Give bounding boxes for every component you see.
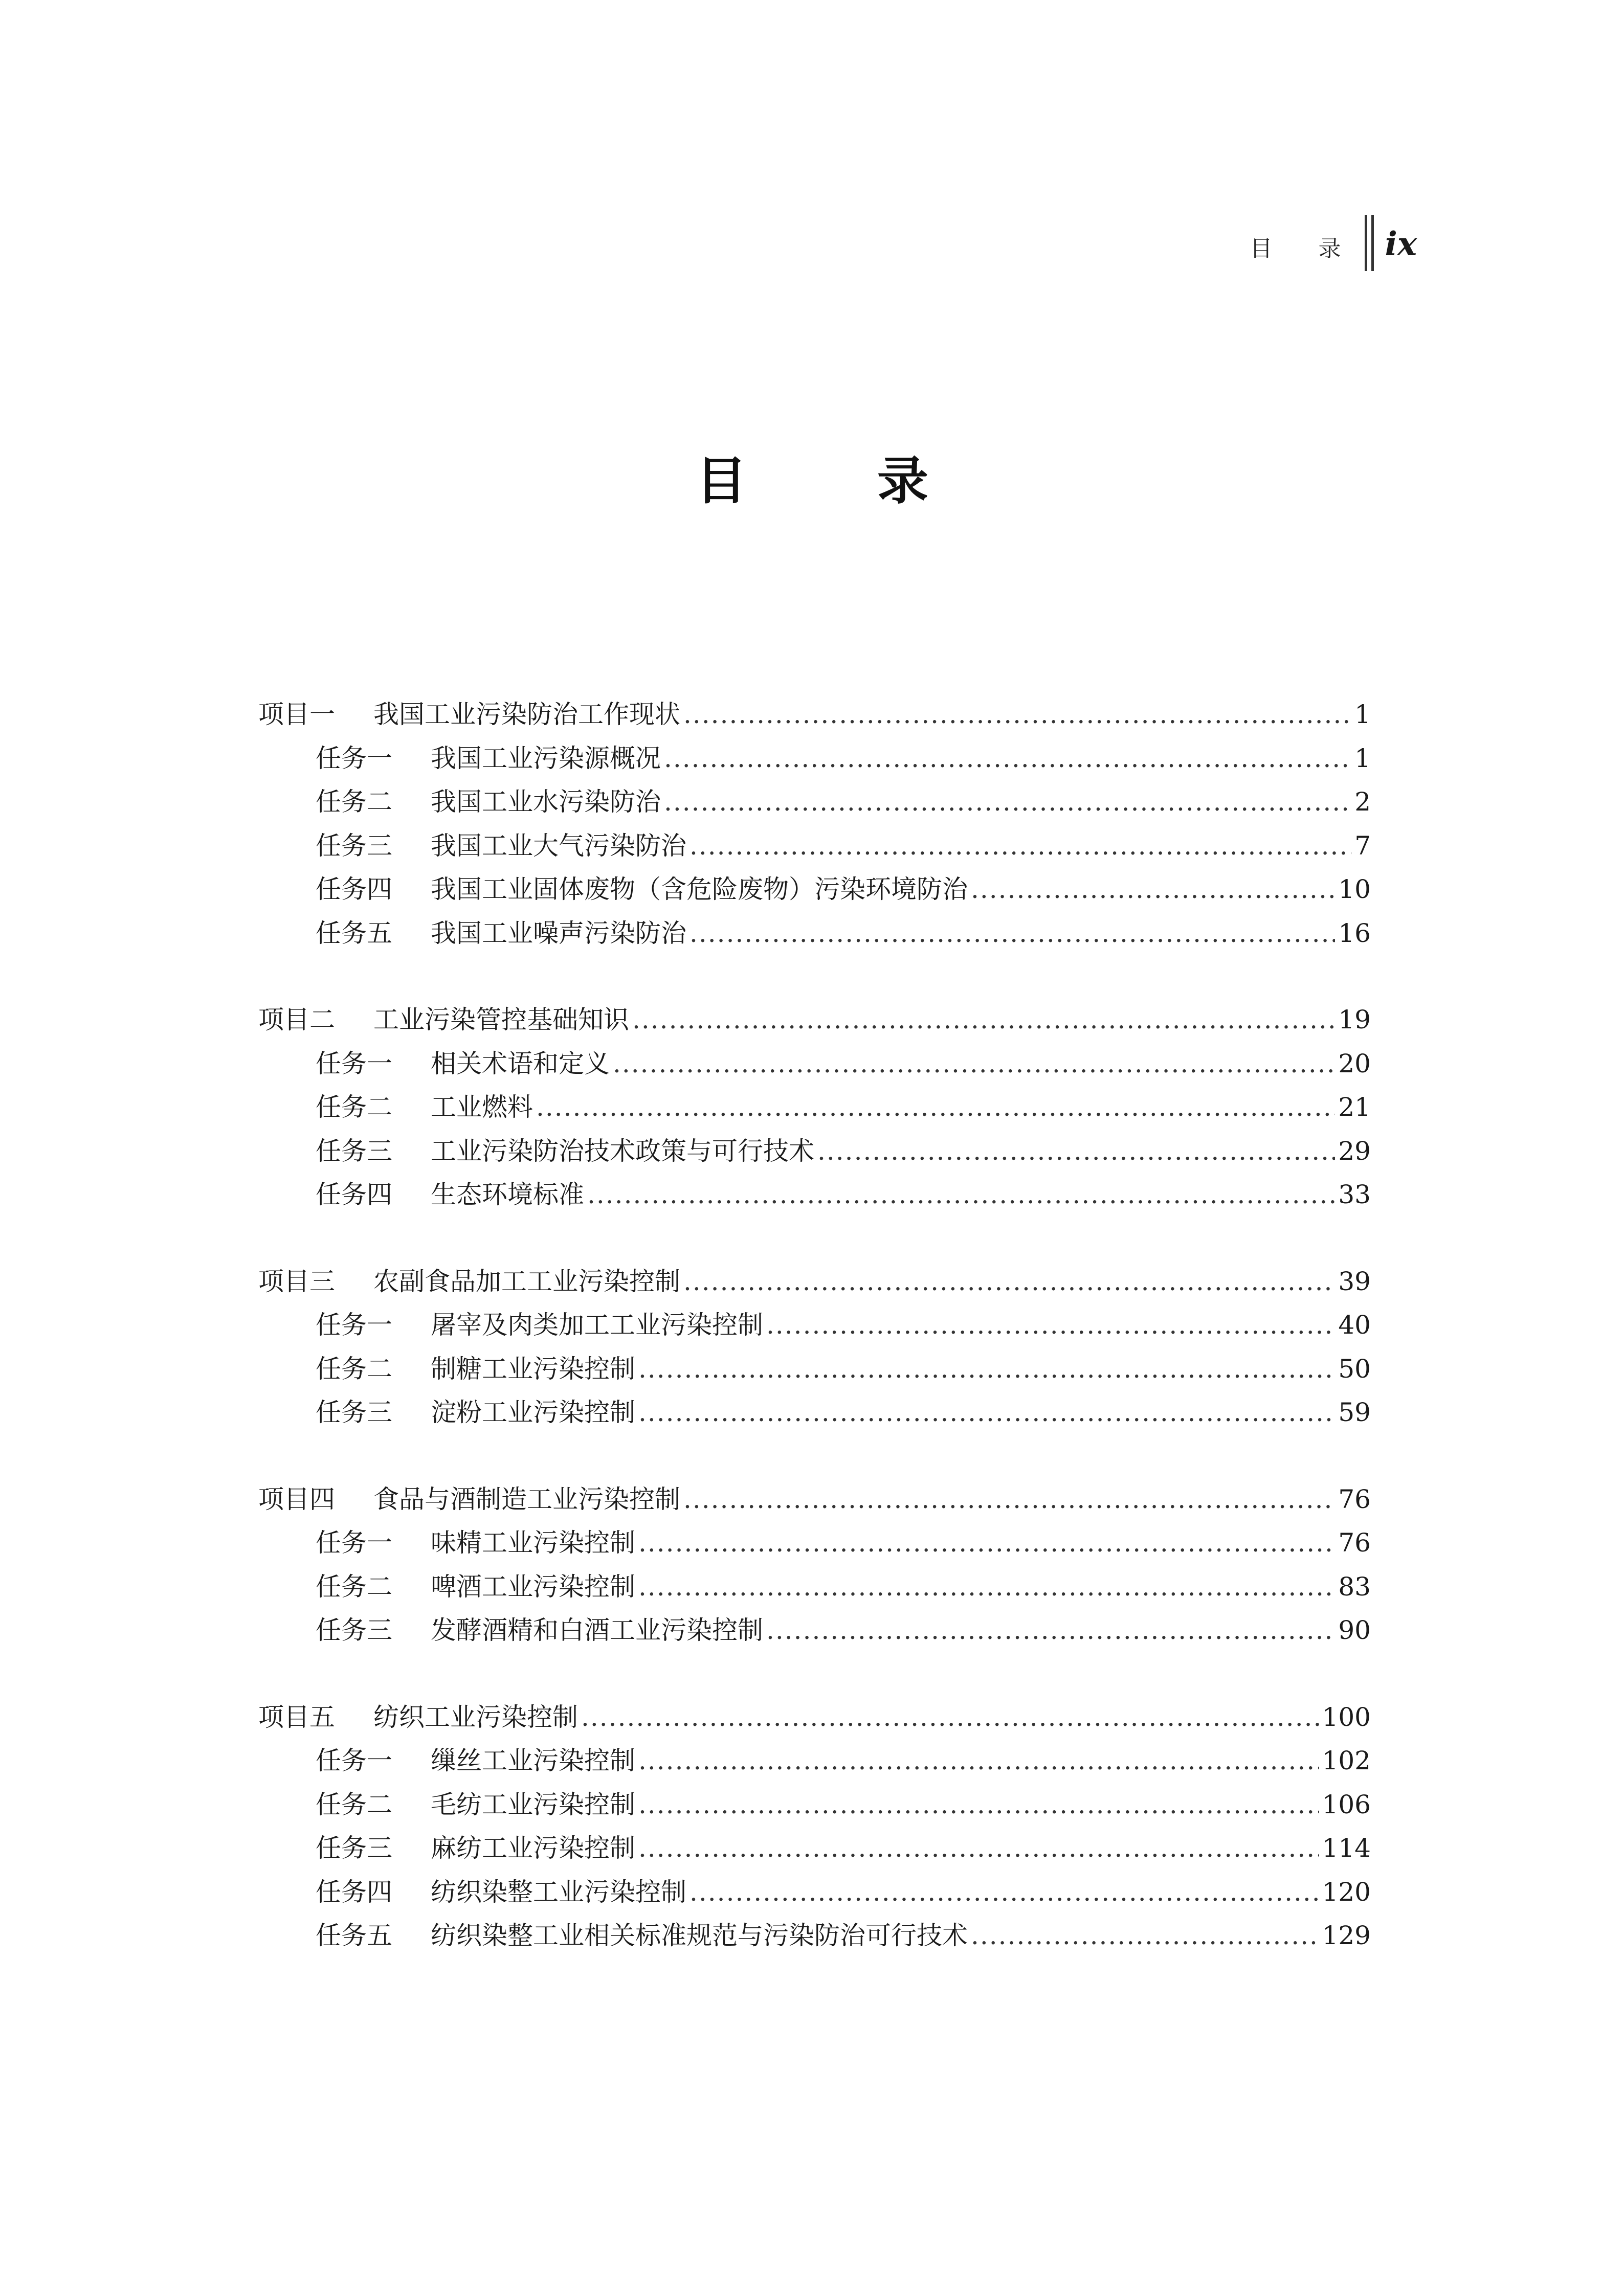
chapter-number: 项目二 [258, 1005, 335, 1034]
dot-leader [638, 1783, 1319, 1827]
toc-task-entry[interactable] [258, 1173, 1371, 1217]
dot-leader [587, 1173, 1335, 1217]
dot-leader [638, 1565, 1335, 1609]
toc-task-entry[interactable] [258, 1303, 1371, 1347]
toc-chapter-entry[interactable] [258, 1696, 1371, 1740]
toc-chapter-group [258, 998, 1371, 1217]
task-title: 屠宰及肉类加工工业污染控制 [431, 1310, 763, 1340]
chapter-page-number: 76 [1338, 1484, 1371, 1514]
task-title: 制糖工业污染控制 [431, 1354, 635, 1384]
task-page-number: 90 [1338, 1615, 1371, 1645]
task-title: 工业燃料 [431, 1092, 533, 1122]
task-page-number: 114 [1322, 1833, 1371, 1863]
dot-leader [632, 998, 1335, 1042]
task-number: 任务一 [316, 1048, 392, 1078]
chapter-title: 我国工业污染防治工作现状 [373, 700, 680, 729]
task-title: 我国工业噪声污染防治 [431, 918, 686, 948]
task-page-number: 10 [1338, 874, 1371, 904]
task-title: 毛纺工业污染控制 [431, 1789, 635, 1819]
task-title: 味精工业污染控制 [431, 1528, 635, 1558]
dot-leader [638, 1521, 1335, 1565]
page-title: 目 录 [696, 451, 985, 511]
chapter-page-number: 100 [1322, 1702, 1371, 1732]
task-number: 任务五 [316, 918, 392, 948]
toc-chapter-entry[interactable] [258, 1260, 1371, 1304]
task-page-number: 120 [1322, 1877, 1371, 1907]
toc-chapter-group [258, 693, 1371, 955]
task-title: 啤酒工业污染控制 [431, 1571, 635, 1602]
toc-task-entry[interactable] [258, 1609, 1371, 1653]
task-number: 任务五 [316, 1921, 392, 1950]
task-page-number: 40 [1338, 1310, 1371, 1340]
toc-chapter-entry[interactable] [258, 1478, 1371, 1522]
toc-task-entry[interactable] [258, 1914, 1371, 1958]
toc-task-entry[interactable] [258, 780, 1371, 824]
task-title: 淀粉工业污染控制 [431, 1398, 635, 1427]
toc-task-entry[interactable] [258, 1871, 1371, 1915]
toc-chapter-group [258, 1260, 1371, 1435]
chapter-number: 项目五 [258, 1702, 335, 1732]
task-number: 任务一 [316, 1528, 392, 1558]
dot-leader [683, 1478, 1335, 1522]
toc-task-entry[interactable] [258, 1086, 1371, 1130]
toc-task-entry[interactable] [258, 1827, 1371, 1871]
task-page-number: 50 [1338, 1354, 1371, 1384]
chapter-page-number: 39 [1338, 1266, 1371, 1296]
task-number: 任务一 [316, 1746, 392, 1775]
header-double-rule [1365, 215, 1374, 271]
task-page-number: 59 [1338, 1398, 1371, 1427]
dot-leader [536, 1086, 1335, 1130]
chapter-title: 工业污染管控基础知识 [373, 1005, 629, 1034]
chapter-title: 食品与酒制造工业污染控制 [373, 1484, 680, 1514]
toc-task-entry[interactable] [258, 1739, 1371, 1783]
toc-chapter-group [258, 1478, 1371, 1653]
task-title: 我国工业污染源概况 [431, 743, 661, 773]
toc-task-entry[interactable] [258, 737, 1371, 781]
dot-leader [689, 824, 1351, 868]
task-title: 发酵酒精和白酒工业污染控制 [431, 1615, 763, 1645]
dot-leader [638, 1739, 1319, 1783]
dot-leader [683, 693, 1351, 737]
dot-leader [581, 1696, 1319, 1740]
task-page-number: 1 [1354, 743, 1371, 773]
chapter-number: 项目三 [258, 1266, 335, 1296]
task-title: 麻纺工业污染控制 [431, 1833, 635, 1863]
toc-chapter-entry[interactable] [258, 998, 1371, 1042]
toc-task-entry[interactable] [258, 1783, 1371, 1827]
dot-leader [689, 1871, 1319, 1915]
dot-leader [664, 737, 1351, 781]
dot-leader [664, 780, 1351, 824]
task-page-number: 102 [1322, 1746, 1371, 1775]
toc-task-entry[interactable] [258, 1130, 1371, 1174]
task-page-number: 29 [1338, 1136, 1371, 1166]
task-page-number: 106 [1322, 1789, 1371, 1819]
task-number: 任务四 [316, 1180, 392, 1209]
task-number: 任务一 [316, 1310, 392, 1340]
toc-task-entry[interactable] [258, 868, 1371, 912]
task-number: 任务一 [316, 743, 392, 773]
header-page-number: ix [1385, 224, 1417, 263]
toc-task-entry[interactable] [258, 1391, 1371, 1435]
task-title: 纺织染整工业污染控制 [431, 1877, 686, 1907]
dot-leader [638, 1391, 1335, 1435]
dot-leader [817, 1130, 1335, 1174]
task-number: 任务三 [316, 1136, 392, 1166]
header-label: 目 录 [1250, 236, 1361, 262]
task-title: 相关术语和定义 [431, 1048, 610, 1078]
toc-task-entry[interactable] [258, 1521, 1371, 1565]
chapter-title: 纺织工业污染控制 [373, 1702, 578, 1732]
task-page-number: 21 [1338, 1092, 1371, 1122]
toc-task-entry[interactable] [258, 1565, 1371, 1609]
task-title: 缫丝工业污染控制 [431, 1746, 635, 1775]
chapter-number: 项目一 [258, 700, 335, 729]
chapter-page-number: 1 [1354, 700, 1371, 729]
toc-task-entry[interactable] [258, 824, 1371, 868]
task-page-number: 16 [1338, 918, 1371, 948]
task-number: 任务二 [316, 1789, 392, 1819]
task-title: 我国工业大气污染防治 [431, 830, 686, 861]
dot-leader [613, 1042, 1335, 1086]
table-of-contents [258, 693, 1371, 2001]
chapter-number: 项目四 [258, 1484, 335, 1514]
task-page-number: 83 [1338, 1571, 1371, 1602]
dot-leader [638, 1827, 1319, 1871]
task-number: 任务二 [316, 1571, 392, 1602]
task-number: 任务二 [316, 787, 392, 817]
chapter-title: 农副食品加工工业污染控制 [373, 1266, 680, 1296]
toc-chapter-entry[interactable] [258, 693, 1371, 737]
task-title: 工业污染防治技术政策与可行技术 [431, 1136, 814, 1166]
toc-task-entry[interactable] [258, 1042, 1371, 1086]
dot-leader [638, 1347, 1335, 1391]
toc-task-entry[interactable] [258, 912, 1371, 956]
dot-leader [971, 868, 1335, 912]
task-title: 生态环境标准 [431, 1180, 584, 1209]
dot-leader [689, 912, 1335, 956]
toc-chapter-group [258, 1696, 1371, 1958]
task-title: 我国工业水污染防治 [431, 787, 661, 817]
task-number: 任务三 [316, 1398, 392, 1427]
task-page-number: 76 [1338, 1528, 1371, 1558]
task-page-number: 129 [1322, 1921, 1371, 1950]
task-number: 任务四 [316, 1877, 392, 1907]
dot-leader [766, 1609, 1335, 1653]
task-page-number: 2 [1354, 787, 1371, 817]
task-title: 我国工业固体废物（含危险废物）污染环境防治 [431, 874, 968, 904]
task-number: 任务二 [316, 1092, 392, 1122]
task-page-number: 20 [1338, 1048, 1371, 1078]
task-title: 纺织染整工业相关标准规范与污染防治可行技术 [431, 1921, 968, 1950]
task-number: 任务三 [316, 1833, 392, 1863]
running-header [1250, 215, 1417, 271]
task-number: 任务三 [316, 830, 392, 861]
task-page-number: 33 [1338, 1180, 1371, 1209]
task-number: 任务二 [316, 1354, 392, 1384]
chapter-page-number: 19 [1338, 1005, 1371, 1034]
toc-task-entry[interactable] [258, 1347, 1371, 1391]
dot-leader [683, 1260, 1335, 1304]
task-page-number: 7 [1354, 830, 1371, 861]
dot-leader [766, 1303, 1335, 1347]
task-number: 任务四 [316, 874, 392, 904]
task-number: 任务三 [316, 1615, 392, 1645]
dot-leader [971, 1914, 1319, 1958]
